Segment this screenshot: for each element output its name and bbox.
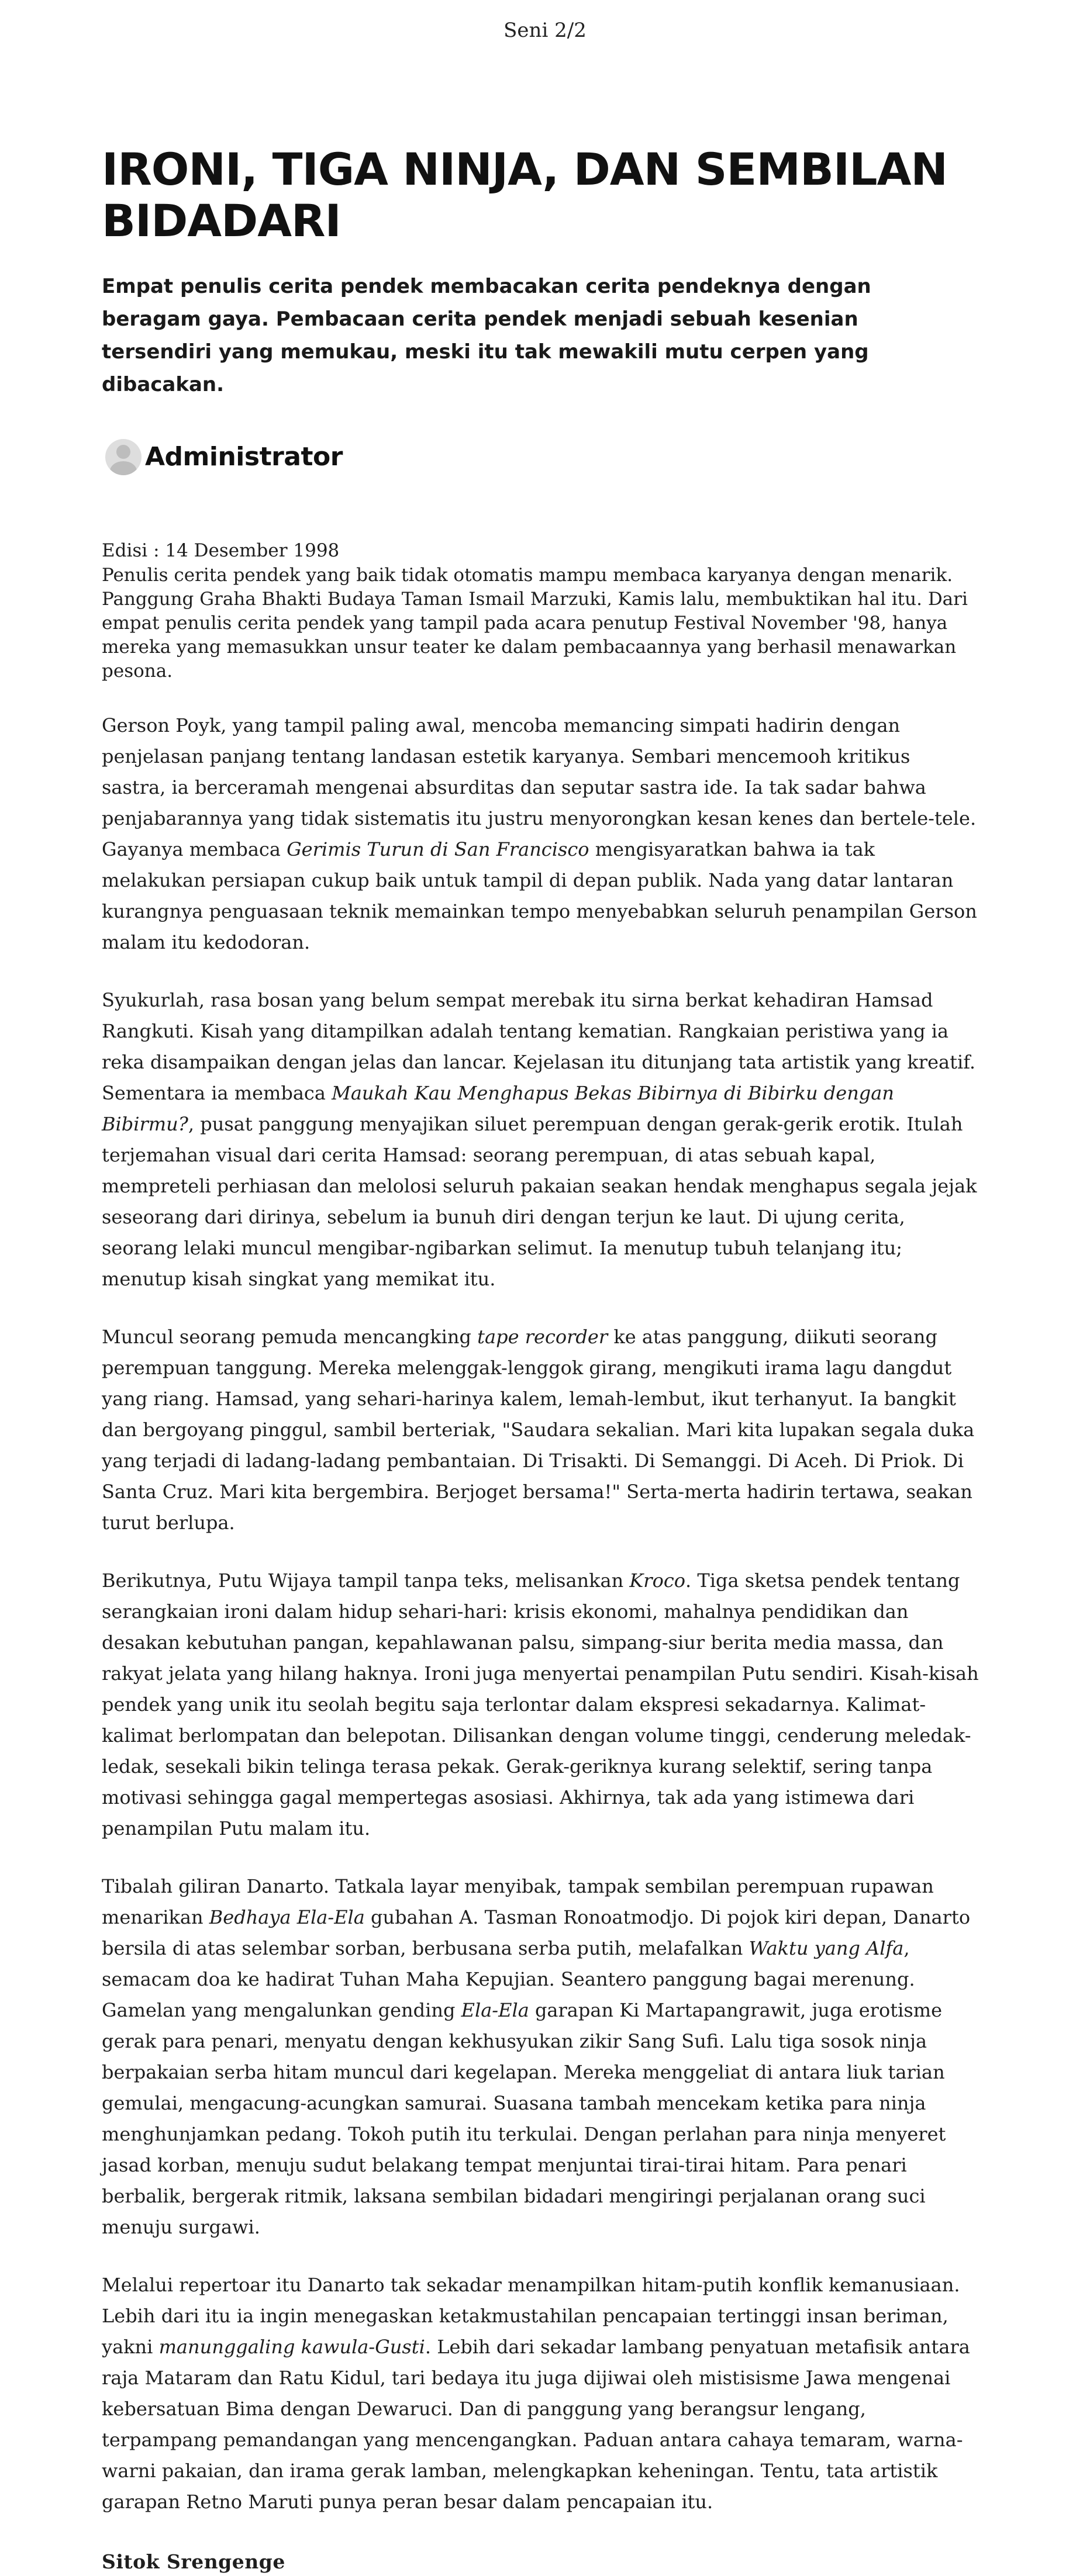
italic-term: tape recorder: [477, 1326, 608, 1348]
italic-term: manunggaling kawula-Gusti: [158, 2336, 425, 2358]
author-signature: Sitok Srengenge: [102, 2550, 285, 2573]
body-paragraph-3: Muncul seorang pemuda mencangking tape recorder ke atas panggung, diikuti seorang perempuan tanggung. Mereka melenggak-lenggok girang, mengikuti irama lagu dangdut yang riang. Hamsad, yang sehari-harinya kalem, lemah-lembut, ikut terhanyut. Ia bangkit dan bergoyang pinggul, sambil berteriak, "Saudara sekalian. Mari kita lupakan segala duka yang terjadi di ladang-ladang pembantaian. Di Trisakti. Di Semanggi. Di Aceh. Di Priok. Di Santa Cruz. Mari kita bergembira. Berjoget bersama!" Serta-merta hadirin tertawa, seakan turut berlupa.: [102, 1326, 975, 1534]
italic-title: Maukah Kau Menghapus Bekas Bibirnya di Bibirku dengan Bibirmu?: [102, 1082, 894, 1135]
italic-title: Bedhaya Ela-Ela: [209, 1906, 365, 1928]
body-paragraph-1: Gerson Poyk, yang tampil paling awal, mencoba memancing simpati hadirin dengan penjelasan panjang tentang landasan estetik karyanya. Sembari mencemooh kritikus sastra, ia berceramah mengenai absurditas dan seputar sastra ide. Ia tak sadar bahwa penjabarannya yang tidak sistematis itu justru menyorongkan kesan kenes dan bertele-tele. Gayanya membaca Gerimis Turun di San Francisco mengisyaratkan bahwa ia tak melakukan persiapan cukup baik untuk tampil di depan publik. Nada yang datar lantaran kurangnya penguasaan teknik memainkan tempo menyebabkan seluruh penampilan Gerson malam itu kedodoran.: [102, 714, 977, 953]
intro-paragraph: Penulis cerita pendek yang baik tidak otomatis mampu membaca karyanya dengan menarik. Panggung Graha Bhakti Budaya Taman Ismail Marzuki, Kamis lalu, membuktikan hal itu. Dari empat penulis cerita pendek yang tampil pada acara penutup Festival November '98, hanya mereka yang memasukkan unsur teater ke dalam pembacaannya yang berhasil menawarkan pesona.: [102, 565, 968, 682]
body-paragraph-5: Tibalah giliran Danarto. Tatkala layar menyibak, tampak sembilan perempuan rupawan menarikan Bedhaya Ela-Ela gubahan A. Tasman Ronoatmodjo. Di pojok kiri depan, Danarto bersila di atas selembar sorban, berbusana serba putih, melafalkan Waktu yang Alfa, semacam doa ke hadirat Tuhan Maha Kepujian. Seantero panggung bagai merenung. Gamelan yang mengalunkan gending Ela-Ela garapan Ki Martapangrawit, juga erotisme gerak para penari, menyatu dengan kekhusyukan zikir Sang Sufi. Lalu tiga sosok ninja berpakaian serba hitam muncul dari kegelapan. Mereka menggeliat di antara liuk tarian gemulai, mengacung-acungkan samurai. Suasana tambah mencekam ketika para ninja menghunjamkan pedang. Tokoh putih itu terkulai. Dengan perlahan para ninja menyeret jasad korban, menuju sudut belakang tempat menjuntai tirai-tirai hitam. Para penari berbalik, bergerak ritmik, laksana sembilan bidadari mengiringi perjalanan orang suci menuju surgawi.: [102, 1875, 971, 2238]
body-paragraph-4: Berikutnya, Putu Wijaya tampil tanpa teks, melisankan Kroco. Tiga sketsa pendek tentang serangkaian ironi dalam hidup sehari-hari: krisis ekonomi, mahalnya pendidikan dan desakan kebutuhan pangan, kepahlawanan palsu, simpang-siur berita media massa, dan rakyat jelata yang hilang haknya. Ironi juga menyertai penampilan Putu sendiri. Kisah-kisah pendek yang unik itu seolah begitu saja terlontar dalam ekspresi sekadarnya. Kalimat-kalimat berlompatan dan belepotan. Dilisankan dengan volume tinggi, cenderung meledak-ledak, sesekali bikin telinga terasa pekak. Gerak-geriknya kurang selektif, sering tanpa motivasi sehingga gagal mempertegas asosiasi. Akhirnya, tak ada yang istimewa dari penampilan Putu malam itu.: [102, 1569, 979, 1839]
user-avatar-icon: [105, 439, 142, 475]
page-header: [0, 0, 1090, 61]
author-row: [102, 436, 979, 478]
italic-title: Kroco: [629, 1569, 686, 1592]
italic-title: Ela-Ela: [461, 1999, 529, 2021]
author-name[interactable]: Administrator: [145, 442, 343, 472]
article-title: IRONI, TIGA NINJA, DAN SEMBILAN BIDADARI: [102, 143, 948, 247]
edition-date: Edisi : 14 Desember 1998: [102, 540, 340, 561]
body-paragraph-2: Syukurlah, rasa bosan yang belum sempat merebak itu sirna berkat kehadiran Hamsad Rangkuti. Kisah yang ditampilkan adalah tentang kematian. Rangkaian peristiwa yang ia reka disampaikan dengan jelas dan lancar. Kejelasan itu ditunjang tata artistik yang kreatif. Sementara ia membaca Maukah Kau Menghapus Bekas Bibirnya di Bibirku dengan Bibirmu?, pusat panggung menyajikan siluet perempuan dengan gerak-gerik erotik. Itulah terjemahan visual dari cerita Hamsad: seorang perempuan, di atas sebuah kapal, mempreteli perhiasan dan melolosi seluruh pakaian seakan hendak menghapus segala jejak seseorang dari dirinya, sebelum ia bunuh diri dengan terjun ke laut. Di ujung cerita, seorang lelaki muncul mengibar-ngibarkan selimut. Ia menutup tubuh telanjang itu; menutup kisah singkat yang memikat itu.: [102, 989, 977, 1290]
italic-title: Waktu yang Alfa: [748, 1937, 904, 1959]
page-label: Seni 2/2: [503, 19, 587, 42]
article: [102, 144, 979, 2576]
body-paragraph-6: Melalui repertoar itu Danarto tak sekadar menampilkan hitam-putih konflik kemanusiaan. Lebih dari itu ia ingin menegaskan ketakmustahilan pencapaian tertinggi insan beriman, yakni manunggaling kawula-Gusti. Lebih dari sekadar lambang penyatuan metafisik antara raja Mataram dan Ratu Kidul, tari bedaya itu juga dijiwai oleh mistisisme Jawa mengenai kebersatuan Bima dengan Dewaruci. Dan di panggung yang berangsur lengang, terpampang pemandangan yang mencengangkan. Paduan antara cahaya temaram, warna-warni pakaian, dan irama gerak lamban, melengkapkan keheningan. Tentu, tata artistik garapan Retno Maruti punya peran besar dalam pencapaian itu.: [102, 2274, 970, 2513]
italic-title: Gerimis Turun di San Francisco: [287, 838, 589, 860]
article-lead: Empat penulis cerita pendek membacakan cerita pendeknya dengan beragam gaya. Pembacaan cerita pendek menjadi sebuah kesenian tersendiri yang memukau, meski itu tak mewakili mutu cerpen yang dibacakan.: [102, 275, 871, 396]
